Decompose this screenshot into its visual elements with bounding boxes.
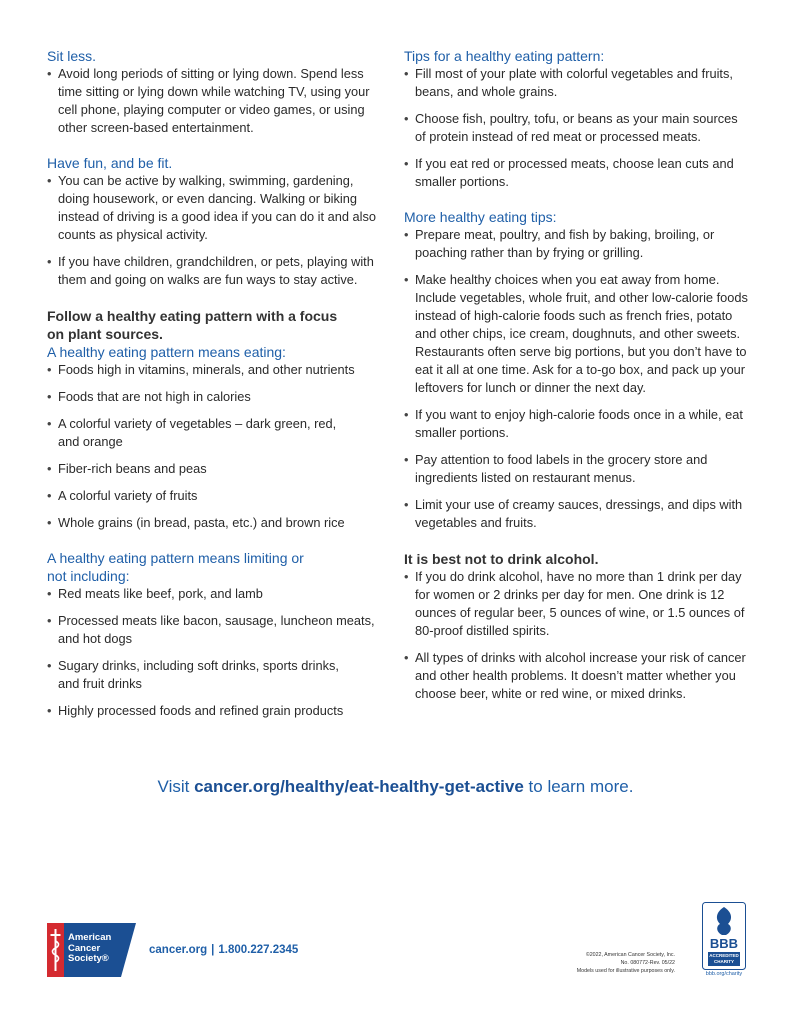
- tips-heading: Tips for a healthy eating pattern:: [404, 48, 605, 64]
- more-tips-heading: More healthy eating tips:: [404, 209, 557, 225]
- list-item: • Fill most of your plate with colorful vegetables and fruits, beans, and whole grains.: [404, 65, 749, 101]
- contact-line: [149, 942, 298, 958]
- contact-separator: |: [211, 944, 215, 956]
- list-item: • Make healthy choices when you eat away from home. Include vegetables, whole fruit, and other low-calorie foods instead of high-calorie foods such as french fries, potato and other chips, ice cream, doughnuts, and other sweets. Restaurants often serve big portions, but you don’t have to eat it all at one time. Ask for a to-go box, and pack up your leftovers for lunch or dinner the next day.: [404, 271, 749, 397]
- visit-link[interactable]: cancer.org/healthy/eat-healthy-get-active: [194, 777, 524, 796]
- have-fun-heading: Have fun, and be fit.: [47, 155, 173, 171]
- follow-heading: Follow a healthy eating pattern with a focus on plant sources.: [47, 308, 338, 342]
- legal-line: No. 080772-Rev. 05/22: [620, 960, 675, 966]
- list-item: • All types of drinks with alcohol increase your risk of cancer and other health problems. It doesn’t matter whether you choose beer, white or red wine, or mixed drinks.: [404, 649, 749, 703]
- legal-text: [520, 951, 675, 975]
- legal-line: ©2022, American Cancer Society, Inc.: [585, 952, 675, 958]
- follow-section: [47, 307, 387, 532]
- have-fun-section: [47, 154, 387, 289]
- right-column: [404, 47, 749, 703]
- visit-line: [0, 775, 791, 799]
- list-item: • A colorful variety of vegetables – dark green, red, and orange: [47, 415, 358, 451]
- bbb-seal: [702, 902, 746, 978]
- tips-section: [404, 47, 749, 191]
- list-item: • Choose fish, poultry, tofu, or beans as your main sources of protein instead of red meat or processed meats.: [404, 110, 749, 146]
- list-item: • Foods high in vitamins, minerals, and other nutrients: [47, 361, 387, 379]
- sit-less-section: [47, 47, 387, 137]
- list-item: • Red meats like beef, pork, and lamb: [47, 585, 387, 603]
- list-item: • Avoid long periods of sitting or lying down. Spend less time sitting or lying down while watching TV, using your cell phone, playing computer or video games, or using other screen-based entertainment.: [47, 65, 387, 137]
- bbb-url[interactable]: bbb.org/charity: [705, 971, 743, 977]
- alcohol-section: [404, 550, 749, 703]
- list-item: • A colorful variety of fruits: [47, 487, 387, 505]
- limiting-list: [47, 585, 387, 720]
- acs-logo: [47, 923, 136, 977]
- visit-prefix: Visit: [157, 777, 195, 796]
- list-item: • Highly processed foods and refined grain products: [47, 702, 387, 720]
- phone-number[interactable]: 1.800.227.2345: [218, 944, 299, 956]
- limiting-section: [47, 549, 387, 720]
- list-item: • Foods that are not high in calories: [47, 388, 387, 406]
- list-item: • Prepare meat, poultry, and fish by baking, broiling, or poaching rather than by frying or grilling.: [404, 226, 720, 262]
- acs-logo-text: American Cancer Society®: [68, 932, 112, 964]
- list-item: • Sugary drinks, including soft drinks, sports drinks, and fruit drinks: [47, 657, 358, 693]
- list-item: • Pay attention to food labels in the grocery store and ingredients listed on restaurant menus.: [404, 451, 749, 487]
- alcohol-list: [404, 568, 749, 703]
- sit-less-heading: Sit less.: [47, 48, 97, 64]
- limiting-heading: A healthy eating pattern means limiting or not including:: [47, 550, 304, 584]
- tips-list: [404, 65, 749, 191]
- bbb-text: BBB: [709, 936, 739, 951]
- legal-line: Models used for illustrative purposes only.: [576, 968, 675, 974]
- more-tips-section: [404, 208, 749, 532]
- visit-suffix: to learn more.: [523, 777, 634, 796]
- website-link[interactable]: cancer.org: [149, 944, 208, 956]
- list-item: • If you want to enjoy high-calorie foods once in a while, eat smaller portions.: [404, 406, 749, 442]
- list-item: • Processed meats like bacon, sausage, luncheon meats, and hot dogs: [47, 612, 387, 648]
- left-column: [47, 47, 387, 720]
- eating-list: [47, 361, 387, 532]
- bbb-accredited-label: ACCREDITED CHARITY: [709, 953, 739, 964]
- list-item: • If you eat red or processed meats, choose lean cuts and smaller portions.: [404, 155, 749, 191]
- have-fun-list: [47, 172, 387, 289]
- sit-less-list: [47, 65, 387, 137]
- follow-subheading: A healthy eating pattern means eating:: [47, 344, 286, 360]
- list-item: • You can be active by walking, swimming, gardening, doing housework, or even dancing. Walking or biking instead of driving is a good idea if you can do it and also counts as physical activity.: [47, 172, 387, 244]
- list-item: • Whole grains (in bread, pasta, etc.) and brown rice: [47, 514, 387, 532]
- list-item: • Limit your use of creamy sauces, dressings, and dips with vegetables and fruits.: [404, 496, 749, 532]
- list-item: • Fiber-rich beans and peas: [47, 460, 387, 478]
- more-tips-list: [404, 226, 749, 532]
- list-item: • If you have children, grandchildren, or pets, playing with them and going on walks are fun ways to stay active.: [47, 253, 387, 289]
- alcohol-heading: It is best not to drink alcohol.: [404, 551, 599, 567]
- list-item: • If you do drink alcohol, have no more than 1 drink per day for women or 2 drinks per day for men. One drink is 12 ounces of regular beer, 5 ounces of wine, or 1.5 ounces of 80-proof distilled spirits.: [404, 568, 749, 640]
